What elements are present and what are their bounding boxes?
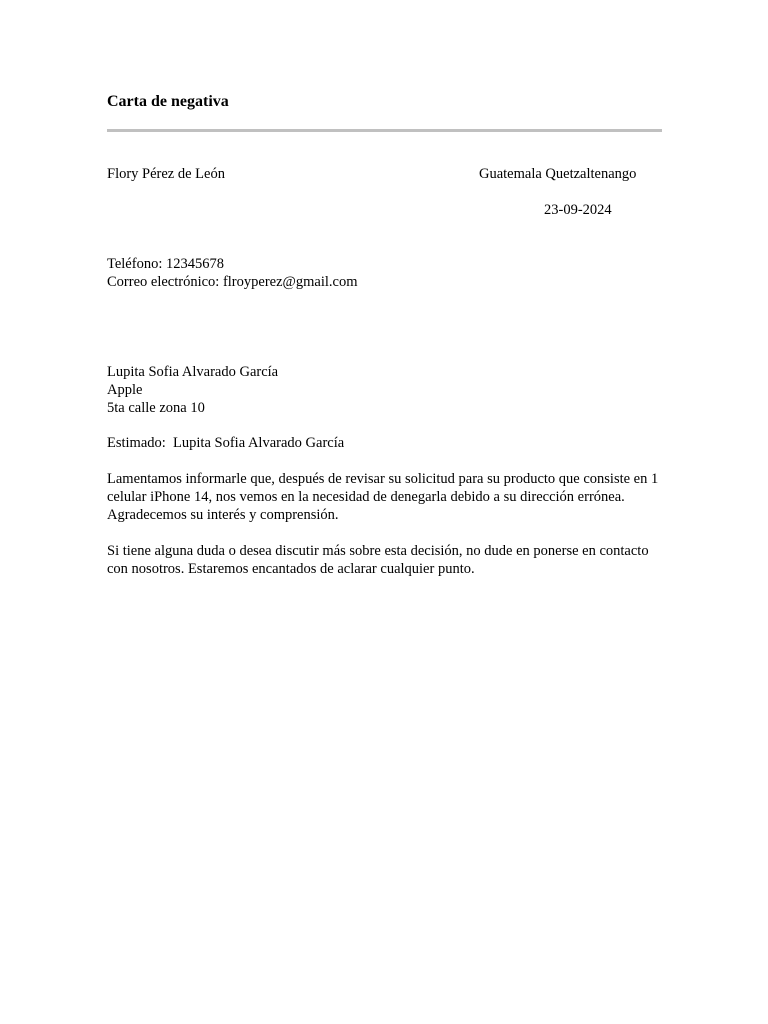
recipient-company: Apple bbox=[107, 382, 143, 398]
sender-contact-block bbox=[107, 255, 358, 291]
document-title: Carta de negativa bbox=[107, 93, 229, 110]
recipient-address: 5ta calle zona 10 bbox=[107, 400, 205, 416]
recipient-name: Lupita Sofia Alvarado García bbox=[107, 364, 279, 380]
email-line: Correo electrónico: flroyperez@gmail.com bbox=[107, 274, 358, 290]
date: 23-09-2024 bbox=[544, 202, 612, 218]
body-paragraph: Lamentamos informarle que, después de revisar su solicitud para su producto que consiste en 1 celular iPhone 14, nos vemos en la necesidad de denegarla debido a su dirección errónea. Agradecemos su interés y comprensión. bbox=[107, 471, 659, 523]
title-divider bbox=[107, 129, 662, 132]
phone-line: Teléfono: 12345678 bbox=[107, 256, 224, 272]
location: Guatemala Quetzaltenango bbox=[479, 166, 637, 182]
sender-name: Flory Pérez de León bbox=[107, 166, 225, 182]
recipient-block bbox=[107, 363, 278, 417]
body-paragraph: Si tiene alguna duda o desea discutir más sobre esta decisión, no dude en ponerse en contacto con nosotros. Estaremos encantados de aclarar cualquier punto. bbox=[107, 543, 649, 577]
greeting: Estimado: Lupita Sofia Alvarado García bbox=[107, 435, 345, 451]
